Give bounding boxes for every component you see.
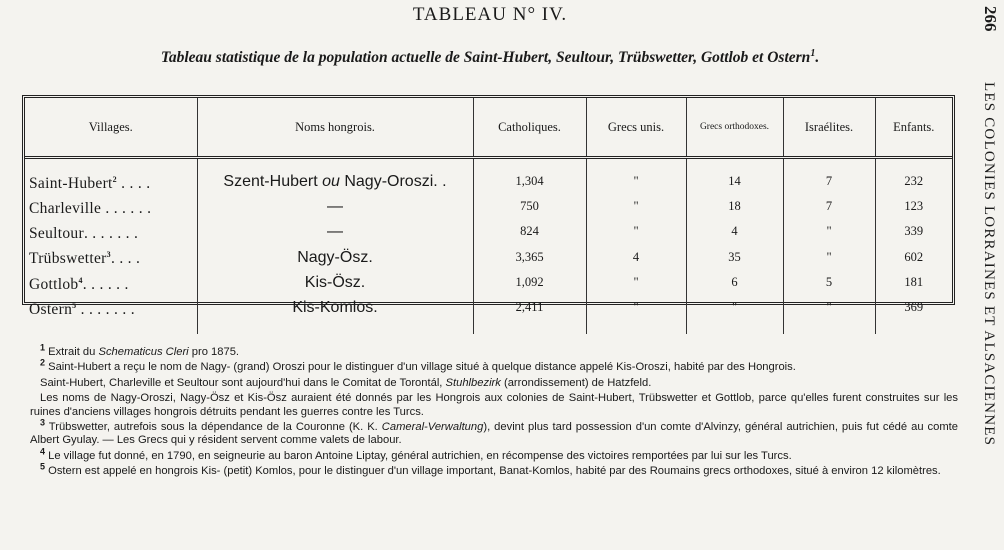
running-title: LES COLONIES LORRAINES ET ALSACIENNES — [981, 82, 997, 447]
grecs-unis-cell: " — [586, 270, 686, 295]
catholiques-cell: 3,365 — [473, 244, 586, 269]
table-header-row — [25, 98, 952, 158]
table-row — [25, 158, 952, 195]
israelites-cell: " — [783, 244, 875, 269]
israelites-cell: 5 — [783, 270, 875, 295]
grecs-unis-cell: " — [586, 158, 686, 195]
village-cell: Trübswetter$^3$. . . . — [29, 250, 141, 268]
hongrois-cell: — — [197, 219, 473, 244]
village-cell: Seultour. . . . . . . — [29, 225, 139, 243]
village-cell: Ostern$^5$ . . . . . . . — [29, 300, 135, 318]
page-title: TABLEAU N° IV. — [412, 4, 568, 25]
catholiques-cell: 1,092 — [473, 270, 586, 295]
grecs-orthodoxes-cell: 14 — [686, 158, 783, 195]
page-number: 266 — [981, 6, 1000, 32]
israelites-cell: 7 — [783, 194, 875, 219]
statistics-table — [22, 95, 955, 318]
hongrois-cell: — — [197, 194, 473, 219]
enfants-cell: 232 — [875, 158, 952, 195]
hongrois-cell: Kis-Ösz. — [197, 270, 473, 295]
grecs-unis-cell: " — [586, 295, 686, 334]
footnote-5: $^5$ Ostern est appelé en hongrois Kis- (petit) Komlos, pour le distinguer d'un village important, Banat-Komlos, habité par des Roumains grecs orthodoxes, situé à environ 12 kilomètres. — [40, 461, 941, 478]
subtitle-note-mark: 1 — [810, 48, 816, 59]
enfants-cell: 181 — [875, 270, 952, 295]
israelites-cell: " — [783, 295, 875, 334]
enfants-cell: 602 — [875, 244, 952, 269]
israelites-cell: " — [783, 219, 875, 244]
israelites-cell: 7 — [783, 158, 875, 195]
catholiques-cell: 750 — [473, 194, 586, 219]
footnote-3: $^3$ Trübswetter, autrefois sous la dépendance de la Couronne (K. K. Cameral-Verwaltung), devint plus tard possession d'un comte d'Alvinzy, général autrichien, puis fut cédé au comte Albert Gyulay. — Les Grecs qui y résident servent comme valets de labour. — [30, 417, 958, 447]
enfants-cell: 339 — [875, 219, 952, 244]
table-row — [25, 295, 952, 334]
footnote-4: $^4$ Le village fut donné, en 1790, en seigneurie au baron Antoine Liptay, général autrichien, en récompense des victoires remportées par lui sur les Turcs. — [40, 446, 792, 462]
column-header-noms-hongrois: Noms hongrois. — [197, 98, 473, 158]
footnotes — [30, 342, 958, 481]
subtitle-text: Tableau statistique de la population actuelle de Saint-Hubert, Seultour, Trübswetter, Gottlob et Ostern — [160, 49, 811, 67]
village-cell: Saint-Hubert$^2$ . . . . — [29, 175, 151, 193]
grecs-orthodoxes-cell: " — [686, 295, 783, 334]
village-cell: Charleville . . . . . . — [29, 200, 152, 218]
enfants-cell: 123 — [875, 194, 952, 219]
footnote-2: $^2$ Saint-Hubert a reçu le nom de Nagy- (grand) Oroszi pour le distinguer d'un village situé à quelque distance appelé Kis-Oroszi, habité par des Hongrois. — [40, 357, 796, 374]
table-row — [25, 270, 952, 295]
grecs-orthodoxes-cell: 18 — [686, 194, 783, 219]
enfants-cell: 369 — [875, 295, 952, 334]
hongrois-cell: Nagy-Ösz. — [197, 244, 473, 269]
catholiques-cell: 2,411 — [473, 295, 586, 334]
column-header-israelites: Israélites. — [783, 98, 875, 158]
column-header-enfants: Enfants. — [875, 98, 952, 158]
table-row — [25, 219, 952, 244]
column-header-catholiques: Catholiques. — [473, 98, 586, 158]
catholiques-cell: 1,304 — [473, 158, 586, 195]
grecs-orthodoxes-cell: 4 — [686, 219, 783, 244]
hongrois-cell: Szent-Hubert ou Nagy-Oroszi. . — [197, 158, 473, 195]
grecs-unis-cell: 4 — [586, 244, 686, 269]
table-subtitle: Tableau statistique de la population actuelle de Saint-Hubert, Seultour, Trübswetter, Gottlob et Ostern$^1$. — [160, 48, 820, 67]
footnote-2-names: Les noms de Nagy-Oroszi, Nagy-Ösz et Kis-Ösz auraient été donnés par les Hongrois aux colonies de Saint-Hubert, Trübswetter et Gottlob, parce qu'elles furent construites sur les ruines d'anciens villages hongrois détruits pendant les guerres contre les Turcs. — [30, 392, 958, 418]
catholiques-cell: 824 — [473, 219, 586, 244]
grecs-orthodoxes-cell: 6 — [686, 270, 783, 295]
hongrois-cell: Kis-Komlos. — [197, 295, 473, 334]
table-row — [25, 244, 952, 269]
column-header-grecs-orthodoxes: Grecs orthodoxes. — [686, 98, 783, 158]
table-row — [25, 194, 952, 219]
column-header-grecs-unis: Grecs unis. — [586, 98, 686, 158]
footnote-2-continued: Saint-Hubert, Charleville et Seultour sont aujourd'hui dans le Comitat de Torontál, Stuhlbezirk (arrondissement) de Hatzfeld. — [40, 376, 652, 389]
village-cell: Gottlob$^4$. . . . . . — [29, 275, 129, 293]
grecs-unis-cell: " — [586, 194, 686, 219]
grecs-unis-cell: " — [586, 219, 686, 244]
column-header-villages: Villages. — [25, 98, 197, 158]
footnote-1: $^1$ Extrait du Schematicus Cleri pro 1875. — [40, 342, 240, 358]
grecs-orthodoxes-cell: 35 — [686, 244, 783, 269]
